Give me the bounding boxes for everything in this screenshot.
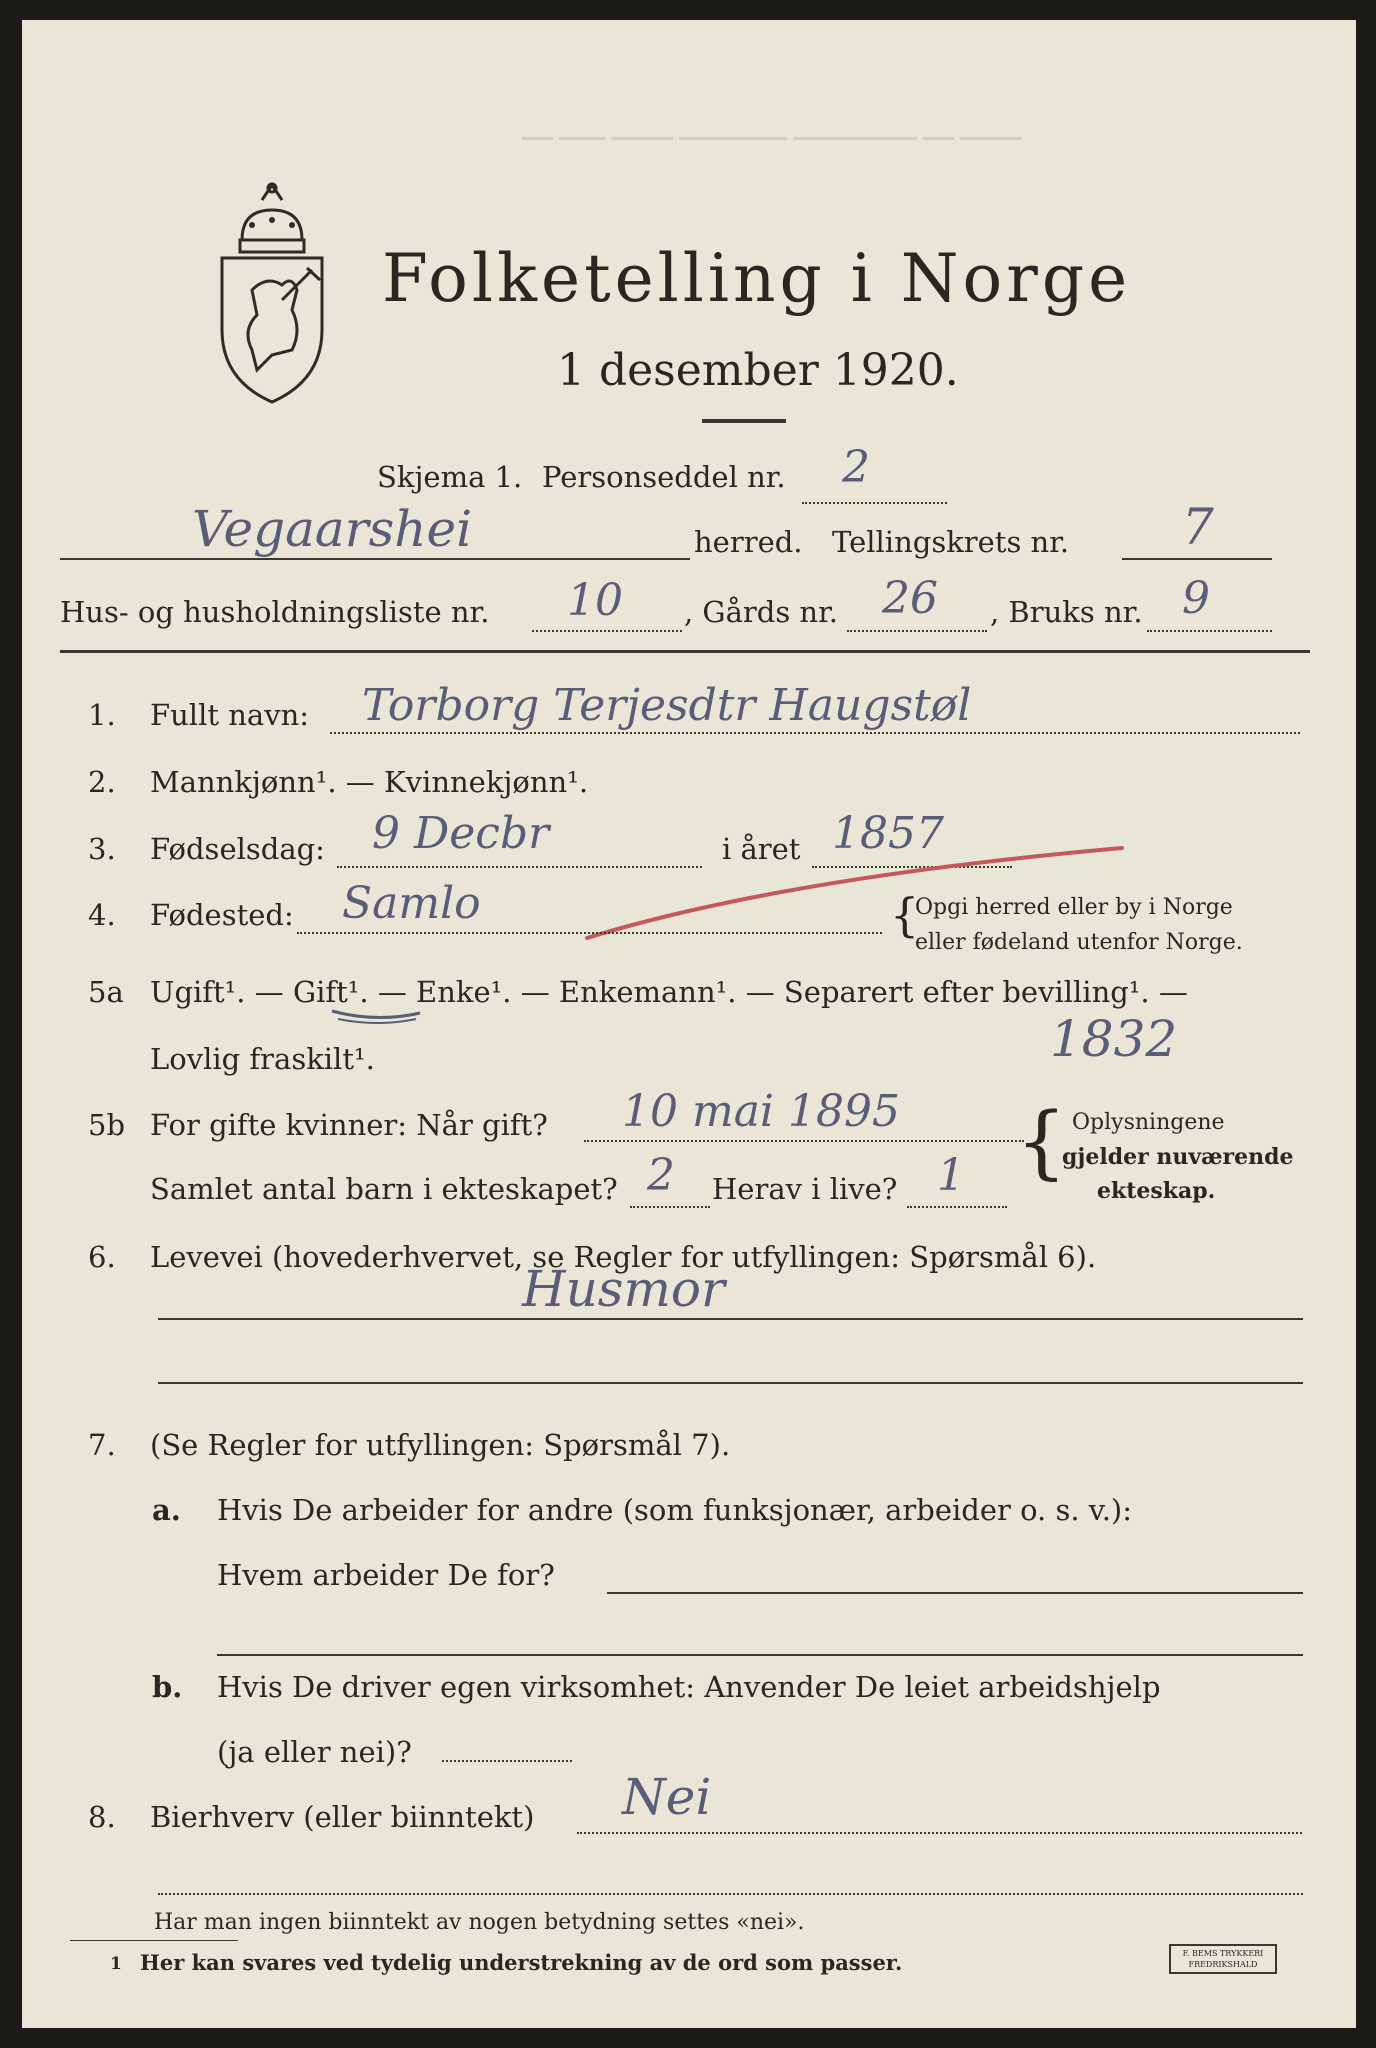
q8-number: 8.	[88, 1800, 116, 1834]
q5a-number: 5a	[88, 975, 124, 1009]
footnote-rule	[70, 1940, 238, 1941]
herred-label: herred.	[694, 525, 803, 559]
q1-field[interactable]	[330, 732, 1300, 734]
printer-line1: F. BEMS TRYKKERI	[1182, 1949, 1264, 1958]
printer-stamp	[1169, 1944, 1277, 1974]
q5b-barn-value: 2	[647, 1150, 675, 1201]
q6-field-line2[interactable]	[158, 1382, 1303, 1384]
q7-label: (Se Regler for utfyllingen: Spørsmål 7).	[150, 1428, 731, 1462]
census-date: 1 desember 1920.	[557, 345, 959, 396]
form-title: Folketelling i Norge	[382, 240, 1132, 317]
skjema-label: Skjema 1.	[377, 460, 523, 494]
q8-field[interactable]	[577, 1832, 1302, 1834]
q5b-brace: {	[1016, 1095, 1067, 1188]
q8-value: Nei	[622, 1768, 712, 1826]
q7-number: 7.	[88, 1428, 116, 1462]
q4-label: Fødested:	[150, 898, 294, 932]
q7b-field[interactable]	[442, 1760, 572, 1762]
q4-number: 4.	[88, 898, 116, 932]
q5b-live-value: 1	[937, 1150, 965, 1201]
footnote-text: Her kan svares ved tydelig understrekning av de ord som passer.	[140, 1950, 903, 1975]
q5b-barn-field[interactable]	[630, 1206, 710, 1208]
header-divider	[60, 650, 1310, 653]
tellingskrets-value: 7	[1182, 498, 1214, 556]
q1-label: Fullt navn:	[150, 698, 310, 732]
q5b-live-field[interactable]	[907, 1206, 1007, 1208]
bruks-value: 9	[1182, 573, 1210, 624]
q7b-label: Hvis De driver egen virksomhet: Anvender De leiet arbeidshjelp	[217, 1670, 1161, 1704]
q5a-annotation: 1832	[1050, 1010, 1178, 1068]
q7b-number: b.	[152, 1670, 183, 1704]
q7a-field-line1[interactable]	[607, 1592, 1303, 1594]
q5a-label: Ugift¹. — Gift¹. — Enke¹. — Enkemann¹. — Separert efter bevilling¹. —	[150, 975, 1188, 1009]
q5a-label2: Lovlig fraskilt¹.	[150, 1042, 375, 1076]
q7a-number: a.	[152, 1493, 181, 1527]
tellingskrets-field[interactable]	[1122, 558, 1272, 560]
q3-year-value: 1857	[832, 808, 944, 859]
q4-field[interactable]	[297, 932, 882, 934]
hus-field[interactable]	[532, 630, 682, 632]
q3-year-label: i året	[722, 832, 801, 866]
q5b-note-line1: Oplysningene	[1072, 1110, 1225, 1135]
personseddel-field[interactable]	[802, 502, 947, 504]
q3-value: 9 Decbr	[372, 808, 550, 859]
q4-note-line2: eller fødeland utenfor Norge.	[915, 930, 1243, 955]
footnote-mark: 1	[110, 1954, 122, 1974]
gards-label: , Gårds nr.	[684, 595, 838, 629]
gift-underline	[328, 1005, 424, 1027]
q8-field-line2[interactable]	[158, 1893, 1303, 1895]
q4-note-line1: Opgi herred eller by i Norge	[915, 895, 1233, 920]
q7a-label: Hvis De arbeider for andre (som funksjonær, arbeider o. s. v.):	[217, 1493, 1133, 1527]
personseddel-value: 2	[842, 442, 870, 493]
hus-value: 10	[567, 575, 623, 626]
q8-label: Bierhverv (eller biinntekt)	[150, 1800, 535, 1834]
q1-value: Torborg Terjesdtr Haugstøl	[362, 680, 972, 731]
bruks-label: , Bruks nr.	[990, 595, 1143, 629]
q4-value: Samlo	[342, 878, 481, 929]
q8-note: Har man ingen biinntekt av nogen betydning settes «nei».	[154, 1910, 805, 1935]
tellingskrets-label: Tellingskrets nr.	[832, 525, 1070, 559]
q5b-label2: Samlet antal barn i ekteskapet?	[150, 1172, 618, 1206]
q5b-value: 10 mai 1895	[622, 1086, 900, 1137]
q7a-field-line2[interactable]	[217, 1654, 1303, 1656]
gards-field[interactable]	[847, 630, 987, 632]
q5b-live-label: Herav i live?	[712, 1172, 898, 1206]
q5b-number: 5b	[88, 1108, 126, 1142]
q4-brace: {	[890, 888, 920, 942]
personseddel-label: Personseddel nr.	[542, 460, 786, 494]
q5b-note-line2: gjelder nuværende	[1062, 1144, 1294, 1170]
census-form	[22, 20, 1356, 2028]
q3-number: 3.	[88, 832, 116, 866]
q5b-field[interactable]	[584, 1140, 1024, 1142]
q6-value: Husmor	[522, 1260, 725, 1318]
hus-label: Hus- og husholdningsliste nr.	[60, 595, 490, 629]
bleed-through: ▁▁ ▁▁▁ ▁▁▁▁ ▁▁▁▁▁▁▁ ▁▁▁▁▁▁▁▁ ▁▁ ▁▁▁▁	[522, 116, 1022, 140]
herred-field[interactable]	[60, 558, 690, 560]
q7a-label2: Hvem arbeider De for?	[217, 1558, 555, 1592]
norwegian-lion-crest-icon	[212, 180, 332, 406]
q1-number: 1.	[88, 698, 116, 732]
q5b-label: For gifte kvinner: Når gift?	[150, 1108, 548, 1142]
q7b-label2: (ja eller nei)?	[217, 1735, 412, 1769]
q6-label: Levevei (hovederhvervet, se Regler for utfyllingen: Spørsmål 6).	[150, 1240, 1097, 1274]
q5b-note-line3: ekteskap.	[1097, 1178, 1216, 1204]
herred-value: Vegaarshei	[192, 500, 473, 558]
q6-field-line1[interactable]	[158, 1318, 1303, 1320]
title-divider	[702, 419, 786, 423]
printer-line2: FREDRIKSHALD	[1188, 1960, 1258, 1969]
q6-number: 6.	[88, 1240, 116, 1274]
q3-label: Fødselsdag:	[150, 832, 325, 866]
q2-label: Mannkjønn¹. — Kvinnekjønn¹.	[150, 765, 589, 799]
q2-number: 2.	[88, 765, 116, 799]
bruks-field[interactable]	[1147, 630, 1272, 632]
gards-value: 26	[882, 573, 938, 624]
